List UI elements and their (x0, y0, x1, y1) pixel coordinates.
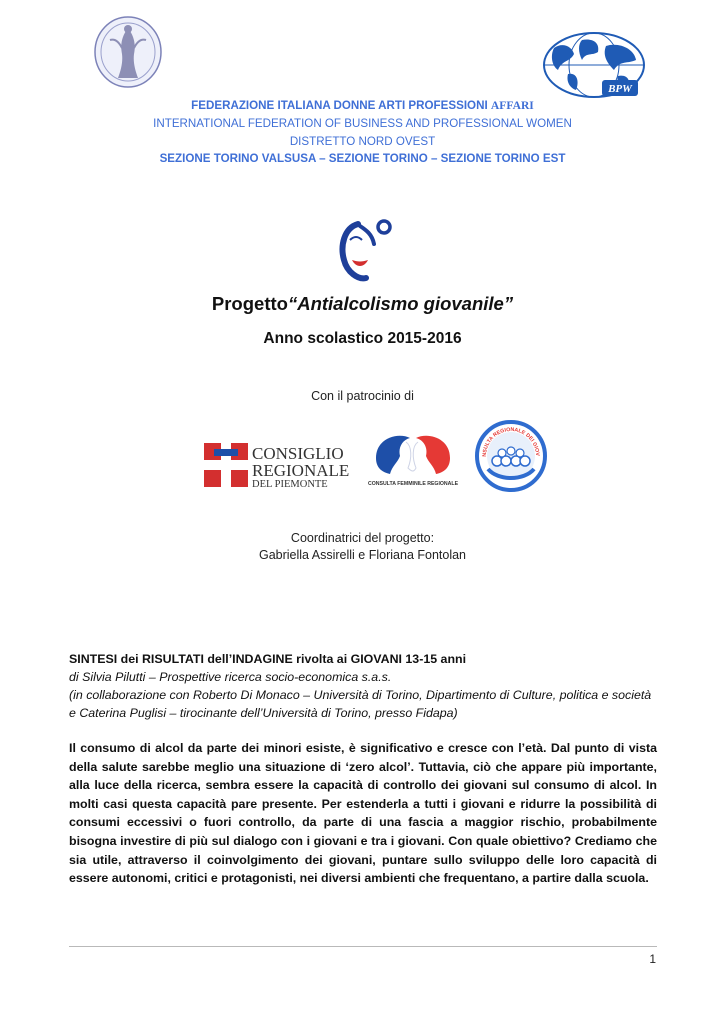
header-line1-text: FEDERAZIONE ITALIANA DONNE ARTI PROFESSIONI (191, 99, 491, 112)
survey-summary-header (69, 650, 659, 722)
consiglio-line1: CONSIGLIO (252, 444, 344, 463)
project-title-name: “Antialcolismo giovanile” (287, 293, 514, 314)
header-federation-it (0, 97, 725, 114)
school-year: Anno scolastico 2015-2016 (263, 330, 462, 347)
project-title (0, 293, 725, 315)
project-title-prefix: Progetto (211, 293, 288, 314)
footer-divider (69, 946, 657, 947)
coordinators-block (0, 530, 725, 564)
summary-author: di Silvia Pilutti – Prospettive ricerca socio-economica s.a.s. (69, 670, 392, 684)
header-district: DISTRETTO NORD OVEST (289, 135, 436, 148)
consulta-giovani-logo (474, 419, 548, 493)
bpw-logo (540, 30, 648, 100)
patronage-label: Con il patrocinio di (311, 389, 414, 403)
consulta-femminile-logo (368, 428, 458, 488)
header-affari-text: AFFARI (490, 99, 534, 112)
bpw-logo-text: BPW (608, 83, 632, 95)
header-federation-en: INTERNATIONAL FEDERATION OF BUSINESS AND PROFESSIONAL WOMEN (153, 117, 572, 130)
project-logo (336, 216, 394, 284)
fidapa-logo (92, 14, 164, 90)
body-paragraph: Il consumo di alcol da parte dei minori esiste, è significativo e cresce con l’età. Dal punto di vista della salute sarebbe meglio una situazione di ‘zero alcol’. Tuttavia, ciò che appare più importante, alla luce della ricerca, sembra essere la capacità di controllo dei giovani sul consumo di alcol. In molti casi questa capacità pare presente. Per estenderla a tutti i giovani e ridurre la possibilità di consumi eccessivi o fuori controllo, da parte di una fascia a maggior rischio, probabilmente bisogna investire di più sul dialogo con i giovani e tra i giovani. Con quale obiettivo? Crediamo che sia utile, attraverso il coinvolgimento dei giovani, puntare sullo sviluppo delle loro capacità di essere autonomi, critici e protagonisti, nei diversi ambienti che frequentano, a partire dalla scuola. (69, 741, 657, 886)
consulta-caption: CONSULTA FEMMINILE REGIONALE (368, 481, 458, 487)
consiglio-line2: REGIONALE (252, 461, 350, 480)
summary-collaboration: (in collaborazione con Roberto Di Monaco – Università di Torino, Dipartimento di Culture, politica e società e Caterina Puglisi – tirocinante dell’Università di Torino, presso Fidapa) (69, 688, 652, 720)
coordinators-label: Coordinatrici del progetto: (290, 531, 435, 545)
summary-heading: SINTESI dei RISULTATI dell’INDAGINE rivolta ai GIOVANI 13-15 anni (69, 652, 467, 666)
header-sections-text: SEZIONE TORINO VALSUSA – SEZIONE TORINO – SEZIONE TORINO EST (159, 152, 566, 165)
consiglio-line3: DEL PIEMONTE (252, 479, 328, 489)
consiglio-regionale-logo (204, 441, 354, 489)
coordinators-names: Gabriella Assirelli e Floriana Fontolan (258, 548, 467, 562)
page-number: 1 (649, 952, 656, 966)
header-sections (0, 150, 725, 167)
giovani-ring-text: NSULTA REGIONALE DEI GIOV (481, 426, 541, 457)
